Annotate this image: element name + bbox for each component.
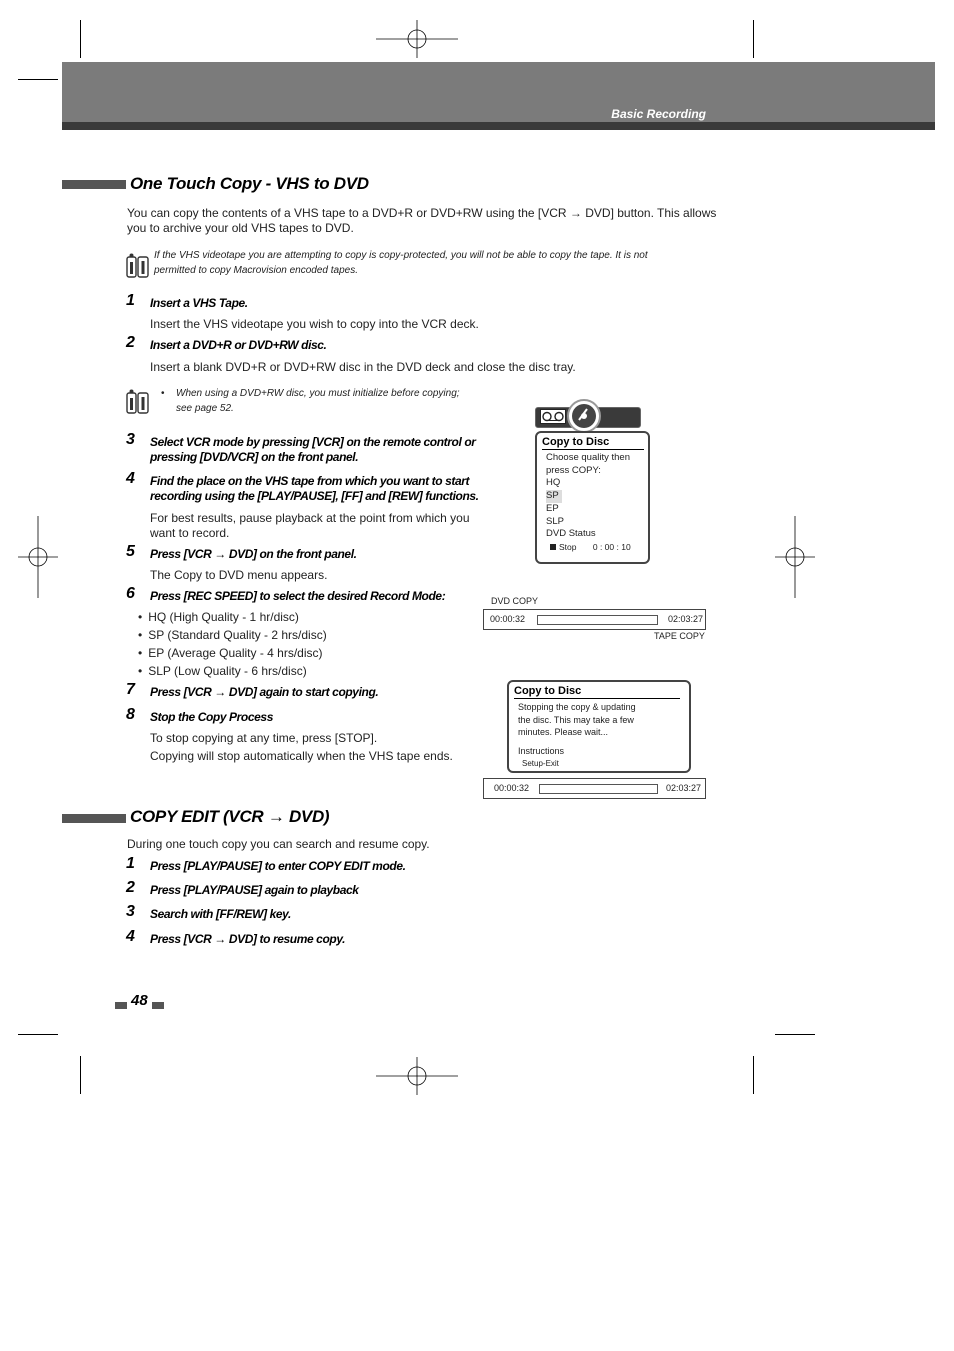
page-number: 48 bbox=[131, 992, 148, 1009]
status-row bbox=[546, 541, 644, 554]
vcr-tape-icon bbox=[540, 409, 566, 424]
step-title: Press [VCR → DVD] to resume copy. bbox=[150, 932, 346, 946]
step-number: 4 bbox=[126, 928, 135, 945]
tape-copy-label: TAPE COPY bbox=[654, 631, 705, 641]
step-number: 3 bbox=[126, 431, 135, 448]
note-line: When using a DVD+RW disc, you must initialize before copying; bbox=[176, 388, 460, 399]
section-title: One Touch Copy - VHS to DVD bbox=[130, 174, 369, 193]
setup-exit-hint: Setup-Exit bbox=[522, 758, 559, 768]
step-text: The Copy to DVD menu appears. bbox=[150, 568, 328, 582]
registration-target-top bbox=[376, 20, 458, 58]
stop-label: Stop bbox=[559, 541, 577, 552]
quality-option-hq[interactable]: HQ bbox=[546, 477, 561, 489]
copy-progress-box bbox=[483, 609, 706, 630]
quality-option-ep[interactable]: EP bbox=[546, 502, 559, 514]
dialog-message: the disc. This may take a few bbox=[518, 714, 634, 725]
step-text: Copying will stop automatically when the VHS tape ends. bbox=[150, 749, 453, 763]
header-strip bbox=[62, 122, 935, 130]
elapsed-time: 0 : 00 : 10 bbox=[592, 541, 631, 552]
menu-instruction: press COPY: bbox=[546, 464, 601, 476]
step-title: pressing [DVD/VCR] on the front panel. bbox=[150, 450, 359, 464]
note-line: see page 52. bbox=[176, 403, 234, 414]
note-icon bbox=[126, 253, 150, 279]
progress-start-time: 00:00:32 bbox=[494, 783, 530, 793]
section-marker bbox=[62, 180, 126, 189]
stopping-copy-dialog bbox=[507, 680, 691, 773]
copy-to-disc-menu bbox=[535, 431, 650, 564]
dvd-copy-label: DVD COPY bbox=[491, 596, 539, 606]
progress-end-time: 02:03:27 bbox=[667, 614, 703, 624]
section-marker bbox=[62, 814, 126, 823]
step-title: Select VCR mode by pressing [VCR] on the remote control or bbox=[150, 435, 476, 449]
dialog-message: Stopping the copy & updating bbox=[518, 702, 636, 712]
intro-line: you to archive your old VHS tapes to DVD. bbox=[127, 221, 354, 235]
step-text: To stop copying at any time, press [STOP]. bbox=[150, 731, 378, 745]
step-number: 8 bbox=[126, 706, 135, 723]
page-marker-left bbox=[115, 1002, 127, 1009]
mode-item: • EP (Average Quality - 4 hrs/disc) bbox=[138, 646, 323, 660]
dvd-status-label: DVD Status bbox=[546, 528, 596, 540]
step-title: Press [REC SPEED] to select the desired Record Mode: bbox=[150, 589, 446, 603]
step-number: 2 bbox=[126, 334, 135, 351]
note-line: If the VHS videotape you are attempting to copy is copy-protected, you will not be able to copy the tape. It is not bbox=[154, 250, 648, 261]
step-number: 2 bbox=[126, 879, 135, 896]
header-bar bbox=[62, 62, 935, 122]
step-text: Insert a blank DVD+R or DVD+RW disc in the DVD deck and close the disc tray. bbox=[150, 360, 576, 374]
note-line: permitted to copy Macrovision encoded tapes. bbox=[154, 265, 358, 276]
copy-progress-box bbox=[483, 778, 706, 799]
step-title: Press [VCR → DVD] on the front panel. bbox=[150, 547, 357, 561]
step-title: recording using the [PLAY/PAUSE], [FF] and [REW] functions. bbox=[150, 489, 479, 503]
progress-track bbox=[537, 615, 658, 625]
dialog-message: minutes. Please wait... bbox=[518, 727, 609, 738]
step-text: Insert the VHS videotape you wish to copy into the VCR deck. bbox=[150, 317, 479, 331]
dvd-disc-icon bbox=[567, 399, 601, 433]
step-title: Insert a DVD+R or DVD+RW disc. bbox=[150, 338, 327, 352]
section-label: Basic Recording bbox=[611, 107, 706, 121]
quality-option-sp[interactable]: SP bbox=[546, 490, 562, 503]
step-title: Search with [FF/REW] key. bbox=[150, 907, 291, 921]
step-title: Press [PLAY/PAUSE] to enter COPY EDIT mode. bbox=[150, 859, 406, 873]
progress-start-time: 00:00:32 bbox=[490, 614, 526, 624]
step-text: For best results, pause playback at the point from which you bbox=[150, 511, 470, 525]
step-number: 1 bbox=[126, 292, 135, 309]
step-number: 5 bbox=[126, 543, 135, 560]
instructions-label: Instructions bbox=[518, 746, 565, 757]
step-title: Insert a VHS Tape. bbox=[150, 296, 248, 310]
section-title: COPY EDIT (VCR → DVD) bbox=[130, 807, 330, 826]
note-icon bbox=[126, 389, 150, 415]
step-text: want to record. bbox=[150, 526, 230, 540]
step-number: 7 bbox=[126, 681, 135, 698]
registration-target-right bbox=[775, 516, 815, 598]
progress-track bbox=[539, 784, 658, 794]
step-title: Find the place on the VHS tape from which you want to start bbox=[150, 474, 470, 488]
step-title: Press [VCR → DVD] again to start copying. bbox=[150, 685, 379, 699]
menu-instruction: Choose quality then bbox=[546, 452, 630, 463]
intro-line: You can copy the contents of a VHS tape to a DVD+R or DVD+RW using the [VCR → DVD] button. This allows bbox=[127, 206, 717, 220]
mode-item: • HQ (High Quality - 1 hr/disc) bbox=[138, 610, 299, 624]
quality-option-slp[interactable]: SLP bbox=[546, 515, 564, 527]
mode-item: • SLP (Low Quality - 6 hrs/disc) bbox=[138, 664, 307, 678]
step-number: 6 bbox=[126, 585, 135, 602]
registration-target-left bbox=[18, 516, 58, 598]
registration-target-bottom bbox=[376, 1057, 458, 1095]
page-marker-right bbox=[152, 1002, 164, 1009]
step-number: 1 bbox=[126, 855, 135, 872]
step-title: Press [PLAY/PAUSE] again to playback bbox=[150, 883, 359, 897]
progress-end-time: 02:03:27 bbox=[665, 783, 701, 793]
menu-title: Copy to Disc bbox=[542, 436, 644, 450]
stop-icon bbox=[550, 544, 556, 550]
step-number: 4 bbox=[126, 470, 135, 487]
note-bullet: • bbox=[161, 388, 165, 399]
mode-item: • SP (Standard Quality - 2 hrs/disc) bbox=[138, 628, 327, 642]
step-title: Stop the Copy Process bbox=[150, 710, 273, 724]
dialog-title: Copy to Disc bbox=[514, 685, 680, 699]
section-intro: During one touch copy you can search and resume copy. bbox=[127, 837, 430, 851]
step-number: 3 bbox=[126, 903, 135, 920]
